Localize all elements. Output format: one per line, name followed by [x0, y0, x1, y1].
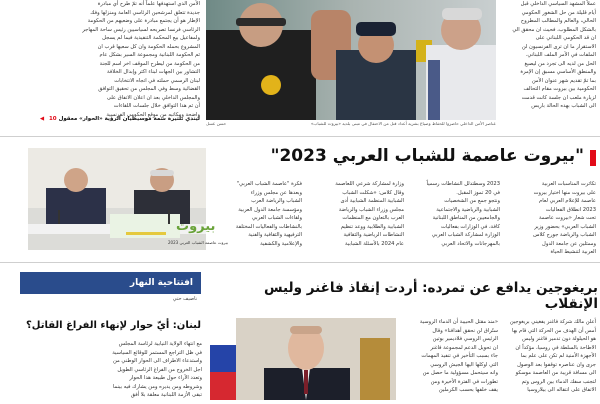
text-line: ومؤسسة جامعة الدول العربية — [238, 206, 302, 213]
banner-logo-text: بيروت — [176, 219, 216, 234]
text-line: تحت شعار «بيروت عاصمة — [538, 215, 596, 221]
section-divider — [0, 262, 600, 263]
text-line: ان قد الحكومي اللبناني على — [535, 35, 596, 41]
text-line: لزيارة ملعب ان جلسة كانت قدمت — [521, 94, 596, 101]
text-line: لبنان الرسمي حملته في اتجاه الانتخابات — [114, 77, 200, 84]
beirut-article-col-3 — [410, 180, 500, 256]
text-line: الأمن الذي استهدفها علماً أنه تمّ طرح أي مبادرة — [97, 1, 200, 7]
column-text — [20, 340, 202, 400]
text-line: وقال كلاس: «شكلت الشباب — [342, 189, 404, 196]
article-continuation[interactable] — [4, 116, 200, 122]
text-line: ستُراق لن نحقق أهدافنا» وقال — [432, 327, 498, 334]
text-line: يقف خلفها بحسب الكرملين — [438, 387, 498, 393]
text-line: والمنطق الأساسي مسبق إن الإمرة — [520, 69, 596, 75]
text-line: الشباب العربي» بحضور وزير — [534, 223, 596, 230]
text-line: كافة، في الوزارات بفعاليات — [441, 223, 500, 230]
text-line: الاستقرار ما ان ترى الفرنسيون لن — [521, 43, 596, 50]
text-line: مع انتهاء الولاية النيابية لرئاسة المجلس — [118, 341, 202, 347]
text-line: وتعدد الآراء حول طبيعة هذا الحوار — [129, 375, 202, 381]
text-line: الحالي، والعالم والمطالب المطروح — [520, 18, 596, 24]
text-line: الشباب والرياضة جورج كلاس — [533, 232, 596, 238]
crowd-photo — [206, 0, 496, 120]
text-line: الى الشباب بهذه الحالة باريس — [531, 103, 596, 109]
text-line: الشبابية والرياضية والاجتماعية — [436, 206, 500, 213]
continuation-page-number: 10 — [48, 116, 57, 122]
text-line: أيام قليلة من حل الشغور الحكومي — [521, 9, 596, 16]
caption-text: عناصر الأمن الداخلي حاضروا للحفاظ وصياغ بشرية أعداد قتل من الاحتفال في مبنى بلدية «بيروت للشباب» — [310, 121, 496, 126]
top-photo-caption — [206, 121, 496, 129]
text-line: أعلن مالك شركة فاغنر يفغيني بريغوجين — [509, 319, 596, 325]
arrow-icon: ◀ — [39, 116, 45, 122]
column-text — [506, 180, 596, 256]
putin-photo — [210, 318, 396, 400]
portrait-photo — [210, 318, 396, 400]
text-line: ثم الحكومة اللبنانية ومجموعة السير بشكل عام — [99, 52, 200, 58]
text-line: واستدعاء الاطراف الى الحوار الوطني من — [113, 358, 202, 364]
putin-article-col-2 — [504, 318, 596, 400]
section-divider — [0, 136, 600, 137]
text-line: والجامعيين من المناطق اللبنانية — [432, 215, 500, 221]
text-line: بما تمّ تقديم شهر عنوان الأمن — [531, 77, 596, 84]
text-line: الوزارة لمشاركة الشباب العربي — [431, 232, 500, 238]
text-line: هو الحيلولة دون تدمير فاغنر وليس — [522, 336, 596, 342]
text-line: على بيروت منها اختيار بيروت — [533, 189, 596, 196]
top-left-article-text — [4, 0, 200, 118]
text-line: الشباب والرياضة العرب — [251, 198, 302, 204]
text-line: بالشكل المطلوب، فحيث ان محقق الي — [512, 26, 596, 33]
top-right-article — [498, 0, 596, 128]
text-line: الحل من لديه الى تجرد من ليصيغ — [524, 60, 596, 67]
banner-caption: بيروت عاصمة الشباب العربي 2023 — [168, 240, 228, 245]
text-line: عملاً المشهد السياسي الداخلي قبل — [520, 1, 596, 7]
text-line: جديدة تتعلق لمرشحين الرئاسي العامة ومنزلها وفك — [90, 9, 200, 16]
text-line: اجل الخروج من الفراغ الرئاسي الطويل — [117, 366, 202, 373]
text-line: وشروطه ومن يديره ومن يشارك فيه بينما — [112, 383, 202, 390]
text-line: العربية لتنشيط الحياة — [550, 249, 596, 255]
column-text — [210, 180, 302, 256]
continuation-label: ليندي تلتيرة شمة موسيطيان الرؤية «الحوار» معقول — [58, 116, 200, 122]
text-line: والمجلس الداخلي بعد ان اعلان الاتفاق على — [106, 94, 200, 101]
text-line: بالنشاطات والفعاليات المختلفة — [235, 223, 302, 230]
text-line: القضائية وسط وفي المجلس من تحقيق التوافق — [98, 86, 200, 92]
text-line: التشاور بين الجهات لبناء اكثر وإبدال الخلافة — [106, 69, 200, 75]
text-line: جرى وان عناصره توقفوا بعد الوصول — [517, 361, 596, 368]
text-line: التي اوكلها اليها الجيش الروسي — [430, 361, 498, 368]
text-line: الأجهزة الأمنية لم تكن على علم بما — [520, 353, 596, 359]
text-line: فكرة "عاصمة الشباب العربي" — [236, 181, 302, 187]
text-line: وممثلين عن جامعة الدول — [542, 240, 596, 247]
text-line: عام 2024 بالأسئلة الشبابية — [344, 240, 404, 247]
photo-credit: حسن عسل — [206, 121, 227, 126]
text-line: الملفات في الأمر الملف اللبناني. — [525, 52, 596, 58]
text-line: وزارة لمشاركة شرعي اللعاصمة — [335, 181, 404, 187]
text-line: عاصمة للإعلام العربي لعام — [539, 198, 596, 204]
text-line: لتجنب سفك الدماء بين الروس وتم — [521, 378, 596, 385]
text-line: تكاثرت المناسبات العربية — [541, 181, 596, 187]
text-line: 2023 وسطتدلل النشاطات رسمياً — [426, 181, 500, 187]
text-line: في ظل التراجع المستمر للوقائع السياسية — [112, 349, 202, 356]
text-line: الرئيس الروسي فلاديمير بوتين — [432, 336, 498, 342]
text-line: أمس أن الهدف من الحركة التي قام بها — [512, 327, 596, 334]
text-line: وانه سيتحمل مسؤولية ما حصل من — [422, 370, 498, 376]
opinion-headline: لبنان: أيّ حوار لإنهاء الفراغ القاتل؟ — [25, 320, 201, 331]
column-text — [402, 318, 498, 400]
text-line: المشروع بحمله الحكومة وان كل سعيها قرب ان — [97, 43, 200, 50]
text-line: تطورات في الفترة الأخيرة ومن — [430, 378, 498, 385]
beirut-article-col-1 — [210, 180, 302, 256]
text-line: الرئاسي فرنسا تصريحه لسياسيين رئيس ساحة المهاجر — [82, 26, 200, 33]
text-line: من الحكومة من ليطرح الموقف اخر اسم للجنة — [99, 60, 200, 67]
text-line: واضحة ومكاتبه من موقع الحكومي الفرنسية — [106, 111, 200, 118]
text-line: جاء بسبب التأخير في تنفيذ المهمات — [421, 353, 498, 359]
text-line: تبقى الأزمة اللبنانية معلقة بلا أفق — [130, 392, 202, 398]
press-conference-photo — [28, 148, 228, 250]
text-line: الى مسافة قريبة من العاصمة موسكو — [515, 370, 596, 376]
putin-article-col-1 — [402, 318, 498, 400]
beirut-article-col-4 — [506, 180, 596, 256]
text-line: 2023 انطلاق الفعاليات — [545, 206, 596, 213]
column-text — [504, 318, 596, 400]
text-line: الترفيهية والثقافية والفنية — [248, 232, 302, 238]
text-line: ان تحويل الدعم لمجموعة فاغنر — [430, 344, 498, 351]
text-line: الإطار هو أن يجتمع مبادرة على وضعيهم من الحكومة — [87, 18, 200, 24]
opinion-article — [20, 340, 202, 400]
text-line: الشبابية والطلابية ووعد تنظيم — [340, 223, 404, 230]
text-line: الشبابية المنظمة الشبابية أدى — [340, 198, 404, 204]
text-line: وبعدها عن مجلس وزراء — [250, 189, 302, 196]
column-text — [410, 180, 500, 256]
text-line: بالمهرجانات والاتحاد العربي — [441, 240, 500, 247]
text-line: ولقاءات الشباب العربي — [251, 215, 302, 221]
headline-accent-bar — [590, 150, 596, 166]
text-line: أن ثم هذا التوافق خلال جلسات اللقاءات — [113, 103, 200, 109]
text-line: الحكومية بين بيروت مقام التحالف — [523, 86, 596, 92]
text-line: والإعلامية والكشفية — [260, 240, 302, 247]
text-line: في 20 تموز المقبل. — [456, 189, 500, 196]
text-line: ونتجو جمع من الشخصيات — [444, 198, 500, 204]
top-left-article — [4, 0, 200, 128]
column-text — [308, 180, 404, 256]
text-line: العرب بالتعاون مع المنظمات — [342, 215, 404, 221]
text-line: النشاطات الرياضية والثقافية — [343, 232, 404, 238]
beirut-headline: "بيروت عاصمة للشباب العربي 2023" — [270, 146, 584, 166]
top-news-photo — [206, 0, 496, 120]
beirut-article-col-2 — [308, 180, 404, 256]
opinion-author: ناصيف حتي — [172, 296, 197, 302]
text-line: الاتفاق على انتقاله الى بيلاروسيا — [527, 387, 596, 393]
text-line: «منذ مقتل الحبيبة أن الدماء الروسية — [419, 319, 498, 325]
putin-article-headline: بريغوجين يدافع عن تمرده: أردت إنقاذ فاغنر وليس الإنقلاب — [263, 280, 598, 312]
text-line: مجلس وزراء الشباب والرياضة — [338, 206, 404, 213]
opinion-section-label: افتتاحية النهار — [20, 272, 201, 294]
top-right-article-text — [498, 0, 596, 128]
text-line: الاطاحة بالسلطة في روسيا، مؤكداً ان — [515, 344, 596, 351]
text-line: ولمفاعيل بيع المحكمة التنفيذية فيما لم يسجل — [102, 35, 200, 41]
beirut-event-photo — [28, 148, 228, 250]
